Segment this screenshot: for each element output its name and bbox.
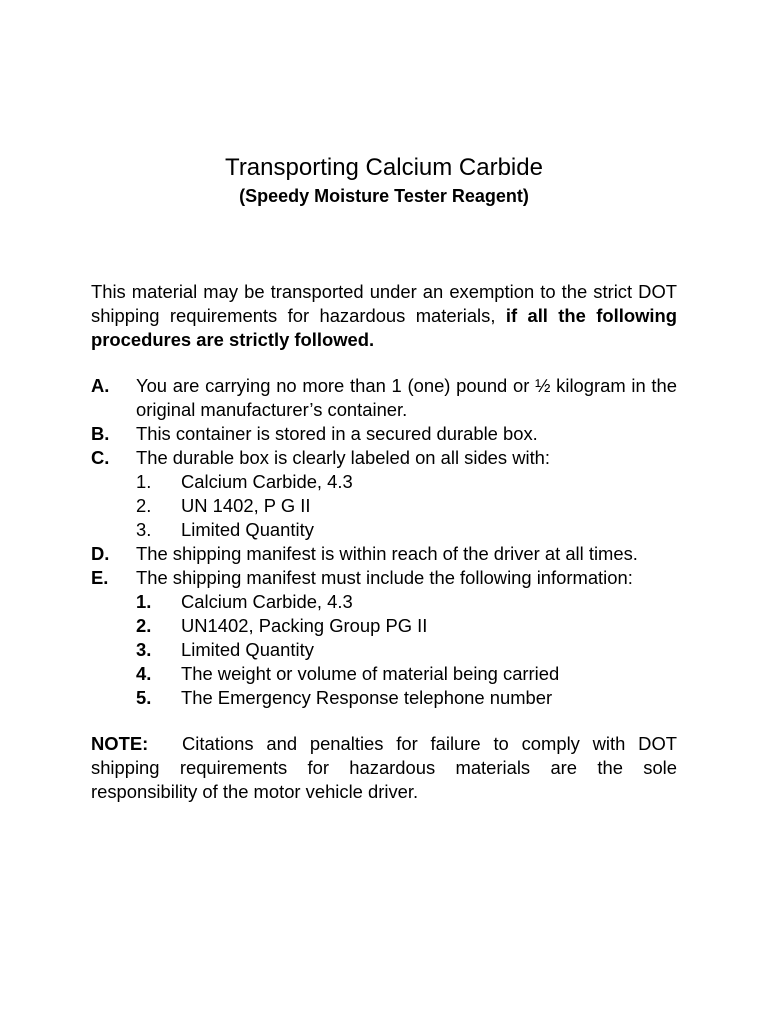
- document-body: [91, 280, 677, 804]
- note-text: Citations and penalties for failure to comply with DOT shipping requirements for hazardous materials are the sole responsibility of the motor vehicle driver.: [91, 733, 677, 802]
- procedure-letter: B.: [91, 423, 110, 444]
- sub-item-number: 2.: [136, 495, 152, 516]
- sub-list-item: [136, 590, 677, 614]
- intro-text: This material may be transported under an exemption to the strict DOT shipping requirements for hazardous materials,: [91, 281, 677, 326]
- label-sub-list: [136, 470, 677, 542]
- procedure-letter: D.: [91, 543, 110, 564]
- procedure-item-e: [91, 566, 677, 710]
- procedure-text: The shipping manifest is within reach of the driver at all times.: [136, 543, 638, 564]
- sub-item-number: 3.: [136, 519, 152, 540]
- procedure-item-d: [91, 542, 677, 566]
- note-paragraph: [91, 732, 677, 804]
- sub-item-number: 1.: [136, 471, 152, 492]
- sub-item-text: Calcium Carbide, 4.3: [181, 471, 353, 492]
- procedure-letter: E.: [91, 567, 109, 588]
- page-title: Transporting Calcium Carbide: [225, 154, 543, 181]
- note-label: NOTE:: [91, 733, 149, 754]
- sub-item-number: 2.: [136, 615, 152, 636]
- procedure-text: You are carrying no more than 1 (one) pound or ½ kilogram in the original manufacturer’s container.: [136, 375, 677, 420]
- procedure-body: [136, 566, 677, 710]
- procedure-list: [91, 374, 677, 710]
- sub-item-text: Limited Quantity: [181, 519, 314, 540]
- page-subtitle: (Speedy Moisture Tester Reagent): [239, 186, 529, 206]
- procedure-text: The durable box is clearly labeled on all sides with:: [136, 447, 551, 468]
- sub-list-item: [136, 518, 677, 542]
- sub-item-text: Calcium Carbide, 4.3: [181, 591, 353, 612]
- sub-item-text: The Emergency Response telephone number: [181, 687, 553, 708]
- procedure-letter: C.: [91, 447, 110, 468]
- sub-item-number: 3.: [136, 639, 152, 660]
- sub-item-number: 4.: [136, 663, 152, 684]
- procedure-item-b: [91, 422, 677, 446]
- sub-item-text: The weight or volume of material being carried: [181, 663, 560, 684]
- sub-list-item: [136, 614, 677, 638]
- manifest-sub-list: [136, 590, 677, 710]
- sub-list-item: [136, 662, 677, 686]
- procedure-item-a: [91, 374, 677, 422]
- sub-list-item: [136, 470, 677, 494]
- sub-list-item: [136, 686, 677, 710]
- intro-paragraph: [91, 280, 677, 352]
- procedure-body: [136, 446, 677, 542]
- procedure-text: This container is stored in a secured durable box.: [136, 423, 538, 444]
- sub-list-item: [136, 638, 677, 662]
- sub-item-number: 5.: [136, 687, 152, 708]
- intro-bold-text: if all the following procedures are strictly followed.: [91, 305, 677, 350]
- procedure-item-c: [91, 446, 677, 542]
- sub-item-number: 1.: [136, 591, 152, 612]
- sub-item-text: Limited Quantity: [181, 639, 314, 660]
- sub-list-item: [136, 494, 677, 518]
- procedure-letter: A.: [91, 375, 110, 396]
- sub-item-text: UN 1402, P G II: [181, 495, 311, 516]
- procedure-text: The shipping manifest must include the following information:: [136, 567, 633, 588]
- sub-item-text: UN1402, Packing Group PG II: [181, 615, 428, 636]
